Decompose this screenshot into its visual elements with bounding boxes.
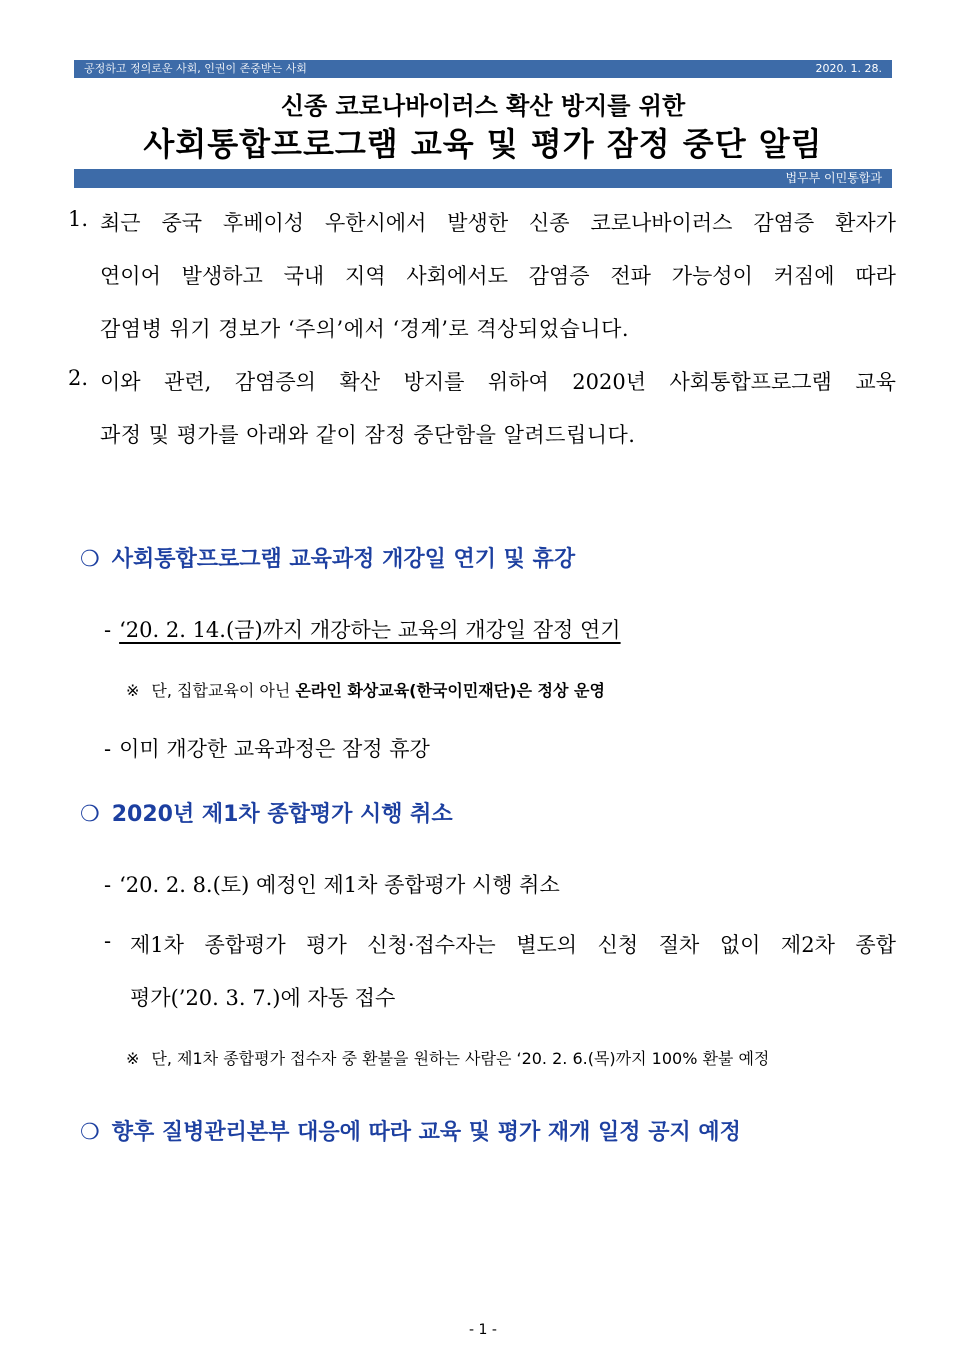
word: 지역 <box>345 264 386 288</box>
word: 코로나바이러스 <box>590 211 733 235</box>
paragraph-line-text: 과정 및 평가를 아래와 같이 잠정 중단함을 알려드립니다. <box>100 423 636 447</box>
word: 국내 <box>283 264 325 288</box>
word: 연이어 <box>100 264 161 288</box>
word: 중국 <box>161 211 203 235</box>
word: 환자가 <box>835 211 896 235</box>
paragraph-line <box>100 313 896 343</box>
circle-bullet-icon: ❍ <box>80 802 100 827</box>
list-item-text: ‘20. 2. 14.(금)까지 개강하는 교육의 개강일 잠정 연기 <box>119 618 621 642</box>
word: 제1차 <box>130 933 184 957</box>
list-item-text: 평가(’20. 3. 7.)에 자동 접수 <box>130 986 396 1010</box>
list-item <box>104 929 896 959</box>
word: 감염증 <box>753 211 815 235</box>
section-heading-text: 향후 질병관리본부 대응에 따라 교육 및 평가 재개 일정 공지 예정 <box>111 1120 741 1145</box>
list-item <box>104 869 560 899</box>
list-item <box>104 733 430 763</box>
word: 따라 <box>855 264 896 288</box>
reference-mark: ※ <box>126 681 140 700</box>
paragraph-line <box>100 366 896 396</box>
word: 사회통합프로그램 <box>669 370 832 394</box>
word: 커짐에 <box>773 264 835 288</box>
word: 종합평가 <box>204 933 286 957</box>
word: 신청 <box>597 933 639 957</box>
dash-bullet: - <box>104 873 112 897</box>
paragraph-line <box>100 419 896 449</box>
word: 가능성이 <box>671 264 753 288</box>
dash-bullet: - <box>104 929 112 953</box>
paragraph-number: 2. <box>68 366 89 390</box>
word: 후베이성 <box>222 211 305 235</box>
note-text: 단, 제1차 종합평가 접수자 중 환불을 원하는 사람은 ‘20. 2. 6.(목)까지 100% 환불 예정 <box>151 1049 770 1068</box>
note <box>126 678 605 701</box>
word: 사회에서도 <box>406 264 508 288</box>
section-heading-evaluation <box>80 797 453 828</box>
word: 종합 <box>855 933 896 957</box>
word: 최근 <box>100 211 141 235</box>
word: 2020년 <box>572 370 647 394</box>
paragraph-2 <box>68 366 896 456</box>
word: 관련, <box>164 370 212 394</box>
title-line-1: 신종 코로나바이러스 확산 방지를 위한 <box>280 92 686 120</box>
reference-mark: ※ <box>126 1049 140 1068</box>
section-heading-text: 2020년 제1차 종합평가 시행 취소 <box>111 802 453 827</box>
dash-bullet: - <box>104 737 112 761</box>
department-name: 법무부 이민통합과 <box>785 171 882 185</box>
paragraph-line <box>100 207 896 237</box>
word: 신종 <box>528 211 570 235</box>
list-item-line <box>130 929 896 959</box>
word: 제2차 <box>780 933 835 957</box>
page-number: - 1 - <box>469 1322 497 1338</box>
circle-bullet-icon: ❍ <box>80 1120 100 1145</box>
paragraph-1 <box>68 207 896 347</box>
list-item <box>104 614 621 644</box>
word: 신청·접수자는 <box>367 933 496 957</box>
document-date: 2020. 1. 28. <box>815 62 882 75</box>
paragraph-line-text: 감염병 위기 경보가 ‘주의’에서 ‘경계’로 격상되었습니다. <box>100 317 630 341</box>
word: 감염증의 <box>234 370 316 394</box>
paragraph-number: 1. <box>68 207 89 231</box>
word: 발생한 <box>447 211 509 235</box>
word: 방지를 <box>403 370 465 394</box>
slogan-text: 공정하고 정의로운 사회, 인권이 존중받는 사회 <box>84 62 307 75</box>
slogan-bar <box>74 60 892 78</box>
word: 평가 <box>306 933 347 957</box>
circle-bullet-icon: ❍ <box>80 547 100 572</box>
word: 우한시에서 <box>324 211 427 235</box>
word: 절차 <box>658 933 700 957</box>
word: 전파 <box>610 264 651 288</box>
word: 이와 <box>100 370 141 394</box>
title-line-2: 사회통합프로그램 교육 및 평가 잠정 중단 알림 <box>143 125 823 163</box>
section-heading-resumption <box>80 1115 741 1146</box>
note-text: 단, 집합교육이 아닌 <box>151 681 296 700</box>
word: 감염증 <box>528 264 590 288</box>
word: 위하여 <box>487 370 549 394</box>
list-item-continuation <box>130 982 395 1012</box>
word: 발생하고 <box>181 264 263 288</box>
word: 확산 <box>339 370 381 394</box>
section-heading-education <box>80 542 575 573</box>
word: 없이 <box>719 933 761 957</box>
note <box>126 1046 769 1069</box>
department-bar <box>74 169 892 188</box>
paragraph-line <box>100 260 896 290</box>
section-heading-text: 사회통합프로그램 교육과정 개강일 연기 및 휴강 <box>111 547 576 572</box>
word: 별도의 <box>516 933 578 957</box>
note-bold-text: 온라인 화상교육(한국이민재단)은 정상 운영 <box>295 681 605 700</box>
dash-bullet: - <box>104 618 112 642</box>
list-item-text: ‘20. 2. 8.(토) 예정인 제1차 종합평가 시행 취소 <box>119 873 560 897</box>
word: 교육 <box>855 370 896 394</box>
list-item-text: 이미 개강한 교육과정은 잠정 휴강 <box>119 737 430 761</box>
